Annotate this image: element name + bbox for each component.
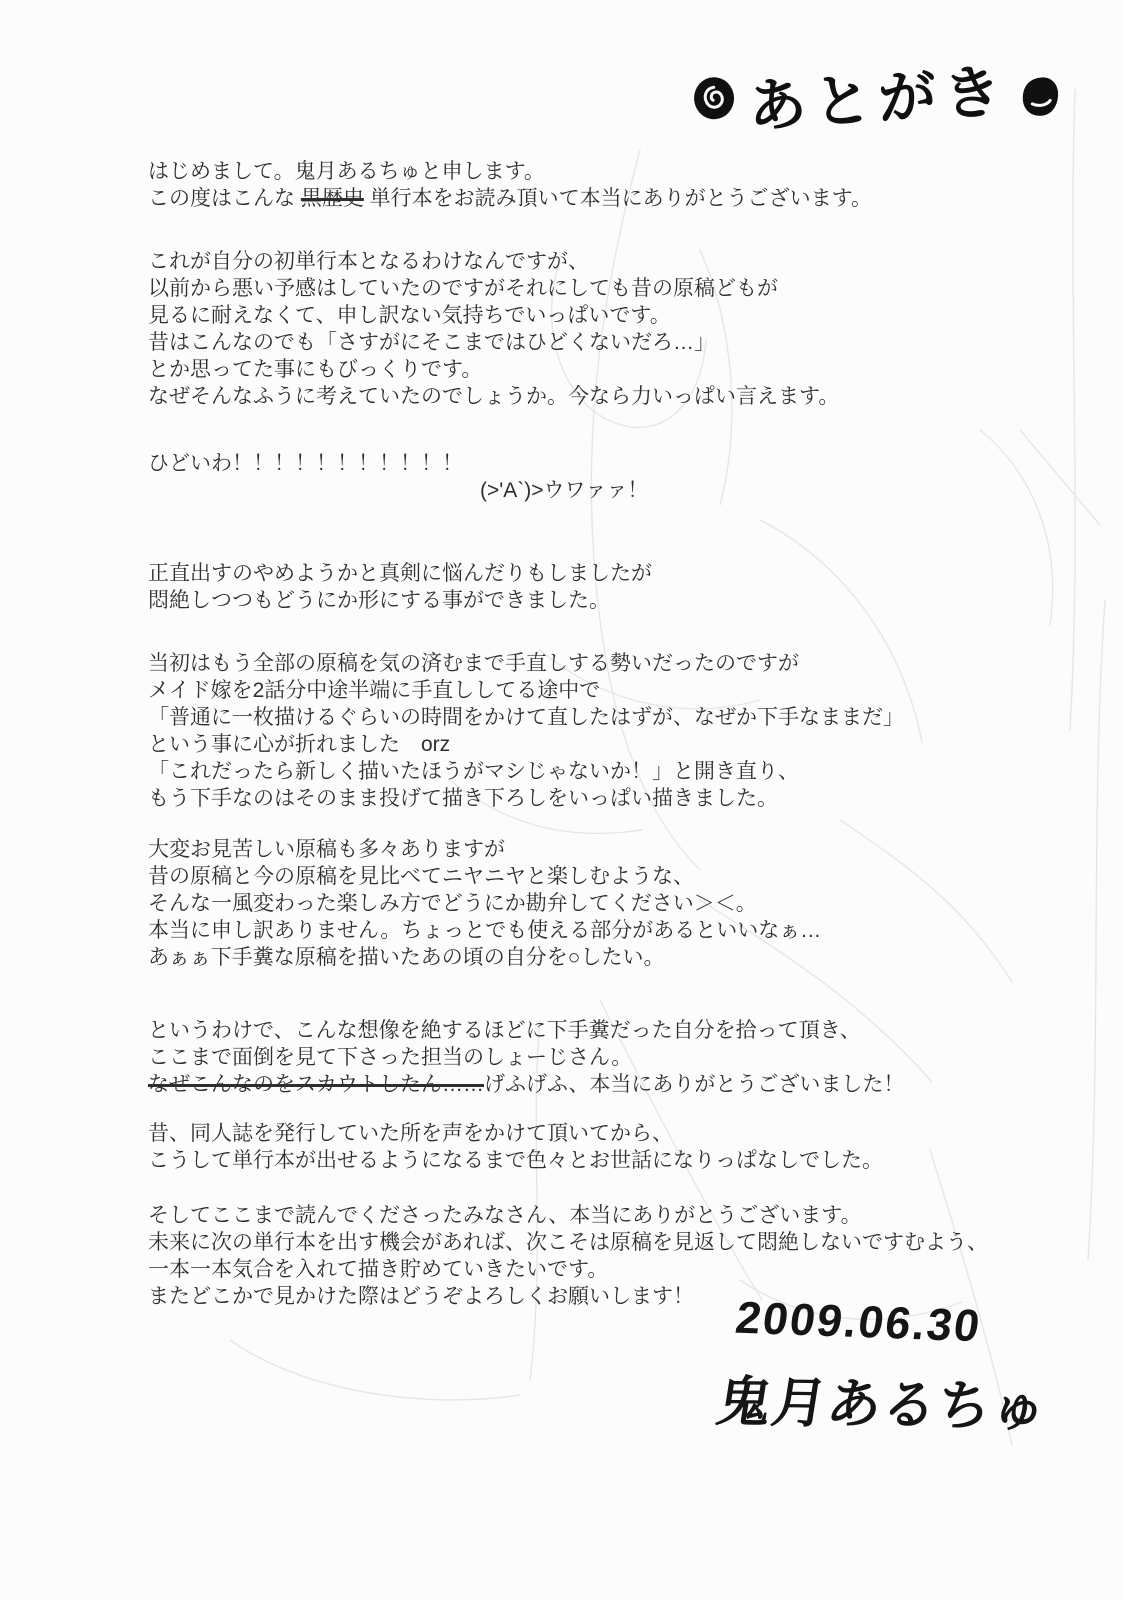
struck-text: 黒歴史 bbox=[300, 187, 364, 210]
text-segment: 昔、同人誌を発行していた所を声をかけて頂いてから、 bbox=[148, 1122, 673, 1145]
paragraph bbox=[148, 1202, 1028, 1310]
text-line bbox=[148, 785, 1028, 812]
text-segment: というわけで、こんな想像を絶するほどに下手糞だった自分を拾って頂き、 bbox=[148, 1019, 861, 1042]
text-line bbox=[148, 302, 1028, 329]
text-line bbox=[148, 1017, 1028, 1044]
text-segment: 見るに耐えなくて、申し訳ない気持ちでいっぱいです。 bbox=[148, 304, 671, 327]
text-line bbox=[148, 650, 1028, 677]
paragraph bbox=[148, 836, 1028, 971]
text-segment: メイド嫁を2話分中途半端に手直ししてる途中で bbox=[148, 679, 601, 702]
text-segment: 大変お見苦しい原稿も多々ありますが bbox=[148, 838, 505, 861]
date-handwritten: 2009.06.30 bbox=[732, 1291, 985, 1352]
text-line bbox=[148, 758, 1028, 785]
text-line bbox=[148, 450, 1028, 477]
paragraph bbox=[148, 560, 1028, 614]
text-line bbox=[148, 863, 1028, 890]
text-segment: 単行本をお読み頂いて本当にありがとうございます。 bbox=[363, 187, 872, 210]
text-segment: またどこかで見かけた際はどうぞよろしくお願いします！ bbox=[148, 1285, 694, 1308]
text-segment: ここまで面倒を見て下さった担当のしょーじさん。 bbox=[148, 1046, 633, 1069]
text-line bbox=[148, 1071, 1028, 1098]
text-segment: そんな一風変わった楽しみ方でどうにか勘弁してください＞＜。 bbox=[148, 892, 757, 915]
text-line bbox=[148, 587, 1028, 614]
text-segment: 当初はもう全部の原稿を気の済むまで手直しする勢いだったのですが bbox=[148, 652, 799, 675]
struck-text: なぜこんなのをスカウトしたん…… bbox=[148, 1073, 484, 1096]
text-line bbox=[148, 185, 1028, 212]
text-segment: あぁぁ下手糞な原稿を描いたあの頃の自分を○したい。 bbox=[148, 946, 665, 969]
text-segment: もう下手なのはそのまま投げて描き下ろしをいっぱい描きました。 bbox=[148, 787, 778, 810]
text-segment: なぜそんなふうに考えていたのでしょうか。今なら力いっぱい言えます。 bbox=[148, 385, 840, 408]
text-line bbox=[148, 248, 1028, 275]
text-line bbox=[148, 731, 1028, 758]
text-line bbox=[148, 477, 1028, 504]
paragraph bbox=[148, 248, 1028, 410]
paragraph bbox=[148, 1017, 1028, 1098]
text-segment: げふげふ、本当にありがとうございました！ bbox=[484, 1073, 905, 1096]
text-segment: 一本一本気合を入れて描き貯めていきたいです。 bbox=[148, 1258, 609, 1281]
text-segment: 未来に次の単行本を出す機会があれば、次こそは原稿を見返して悶絶しないですむよう、 bbox=[148, 1231, 988, 1254]
text-line bbox=[148, 836, 1028, 863]
paragraph bbox=[148, 158, 1028, 212]
text-segment: という事に心が折れました orz bbox=[148, 733, 451, 756]
text-segment: ひどいわ！！！！！！！！！！！ bbox=[148, 452, 463, 475]
text-line bbox=[148, 890, 1028, 917]
text-segment: 以前から悪い予感はしていたのですがそれにしても昔の原稿どもが bbox=[148, 277, 778, 300]
afterword-title-text: あとがき bbox=[746, 59, 1011, 140]
text-line bbox=[148, 158, 1028, 185]
text-line bbox=[148, 1229, 1028, 1256]
text-segment: これが自分の初単行本となるわけなんですが、 bbox=[148, 250, 589, 273]
text-segment: そしてここまで読んでくださったみなさん、本当にありがとうございます。 bbox=[148, 1204, 862, 1227]
text-line bbox=[148, 329, 1028, 356]
text-line bbox=[148, 1044, 1028, 1071]
text-segment: 悶絶しつつもどうにか形にする事ができました。 bbox=[148, 589, 610, 612]
afterword-title bbox=[691, 47, 1061, 141]
text-segment: 「普通に一枚描けるぐらいの時間をかけて直したはずが、なぜか下手なままだ」 bbox=[148, 706, 904, 729]
ink-blob-icon bbox=[691, 75, 736, 122]
text-line bbox=[148, 704, 1028, 731]
text-line bbox=[148, 944, 1028, 971]
text-line bbox=[148, 1120, 1028, 1147]
text-line bbox=[148, 356, 1028, 383]
text-line bbox=[148, 383, 1028, 410]
text-segment: こうして単行本が出せるようになるまで色々とお世話になりっぱなしでした。 bbox=[148, 1149, 883, 1172]
text-segment: 昔はこんなのでも「さすがにそこまではひどくないだろ…」 bbox=[148, 331, 715, 354]
author-signature: 鬼月あるちゅ bbox=[712, 1372, 1053, 1438]
text-line bbox=[148, 917, 1028, 944]
text-line bbox=[148, 1202, 1028, 1229]
text-segment: この度はこんな bbox=[148, 187, 301, 210]
ink-blob-icon bbox=[1020, 75, 1061, 118]
paragraphs bbox=[148, 158, 1028, 1310]
text-line bbox=[148, 560, 1028, 587]
text-segment: (>'A`)>ウワァァ！ bbox=[480, 479, 649, 502]
text-segment: はじめまして。鬼月あるちゅと申します。 bbox=[148, 160, 545, 183]
paragraph bbox=[148, 1120, 1028, 1174]
paragraph bbox=[148, 650, 1028, 812]
text-segment: とか思ってた事にもびっくりです。 bbox=[148, 358, 483, 381]
text-segment: 正直出すのやめようかと真剣に悩んだりもしましたが bbox=[148, 562, 652, 585]
paragraph bbox=[148, 450, 1028, 504]
text-segment: 「これだったら新しく描いたほうがマシじゃないか！」と開き直り、 bbox=[148, 760, 799, 783]
text-line bbox=[148, 1256, 1028, 1283]
text-line bbox=[148, 1147, 1028, 1174]
text-segment: 本当に申し訳ありません。ちょっとでも使える部分があるといいなぁ… bbox=[148, 919, 822, 942]
text-line bbox=[148, 275, 1028, 302]
text-line bbox=[148, 677, 1028, 704]
text-segment: 昔の原稿と今の原稿を見比べてニヤニヤと楽しむような、 bbox=[148, 865, 694, 888]
afterword-body bbox=[148, 158, 1028, 1310]
